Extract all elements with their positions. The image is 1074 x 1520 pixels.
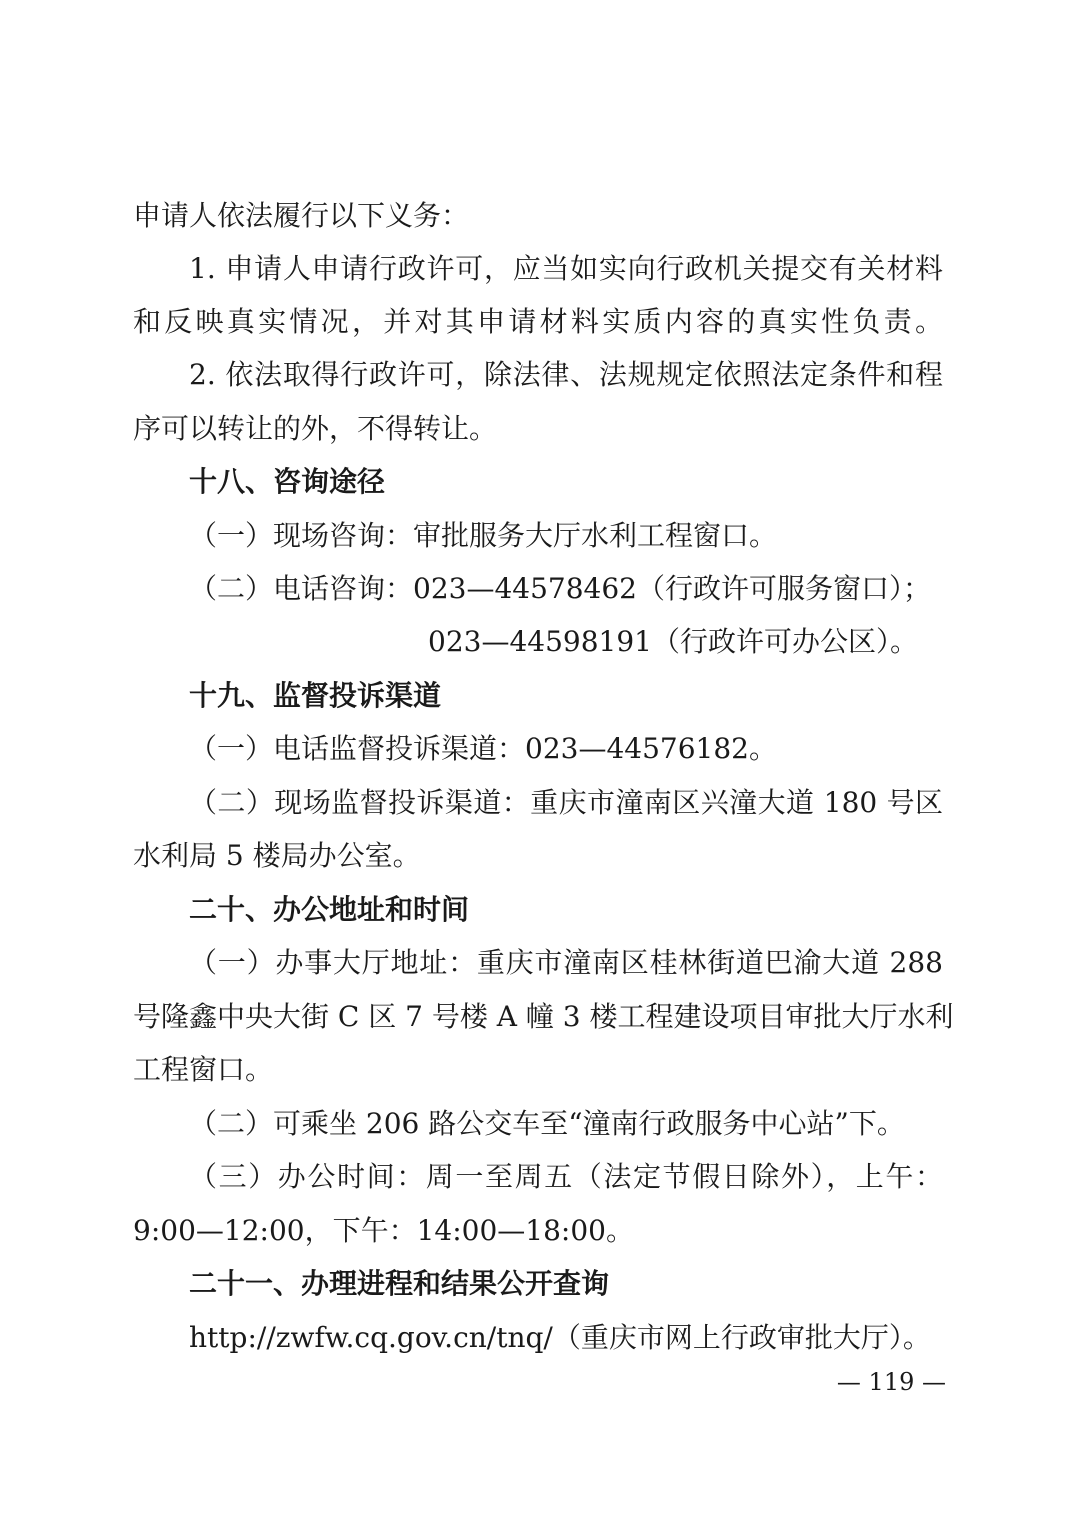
text-line: 9:00—12:00，下午：14:00—18:00。 <box>133 1214 634 1247</box>
text-line: 2. 依法取得行政许可，除法律、法规规定依照法定条件和程 <box>189 358 943 391</box>
text-line: （三）办公时间：周一至周五（法定节假日除外），上午： <box>189 1160 943 1193</box>
url-line: http://zwfw.cq.gov.cn/tnq/（重庆市网上行政审批大厅）。 <box>189 1321 931 1354</box>
section-heading: 十八、咨询途径 <box>189 465 386 498</box>
text-line: 023—44598191（行政许可办公区）。 <box>428 625 918 658</box>
text-line: （二）可乘坐 206 路公交车至“潼南行政服务中心站”下。 <box>189 1107 905 1140</box>
text-line: 序可以转让的外，不得转让。 <box>133 412 498 445</box>
text-line: 水利局 5 楼局办公室。 <box>133 839 421 872</box>
section-heading: 十九、监督投诉渠道 <box>189 679 442 712</box>
text-line: 号隆鑫中央大街 C 区 7 号楼 A 幢 3 楼工程建设项目审批大厅水利 <box>133 1000 954 1033</box>
text-line: （二）现场监督投诉渠道：重庆市潼南区兴潼大道 180 号区 <box>189 786 943 819</box>
page-number: — 119 — <box>836 1368 946 1396</box>
text-line: 工程窗口。 <box>133 1053 274 1086</box>
text-line: （一）电话监督投诉渠道：023—44576182。 <box>189 732 777 765</box>
text-line: 申请人依法履行以下义务： <box>133 199 470 232</box>
text-line: （一）现场咨询：审批服务大厅水利工程窗口。 <box>189 519 778 552</box>
section-heading: 二十一、办理进程和结果公开查询 <box>189 1267 610 1300</box>
text-line: 1. 申请人申请行政许可，应当如实向行政机关提交有关材料 <box>189 252 943 285</box>
text-line: （二）电话咨询：023—44578462（行政许可服务窗口）； <box>189 572 931 605</box>
text-line: （一）办事大厅地址：重庆市潼南区桂林街道巴渝大道 288 <box>189 946 943 979</box>
section-heading: 二十、办公地址和时间 <box>189 893 470 926</box>
text-line: 和反映真实情况，并对其申请材料实质内容的真实性负责。 <box>133 305 943 338</box>
